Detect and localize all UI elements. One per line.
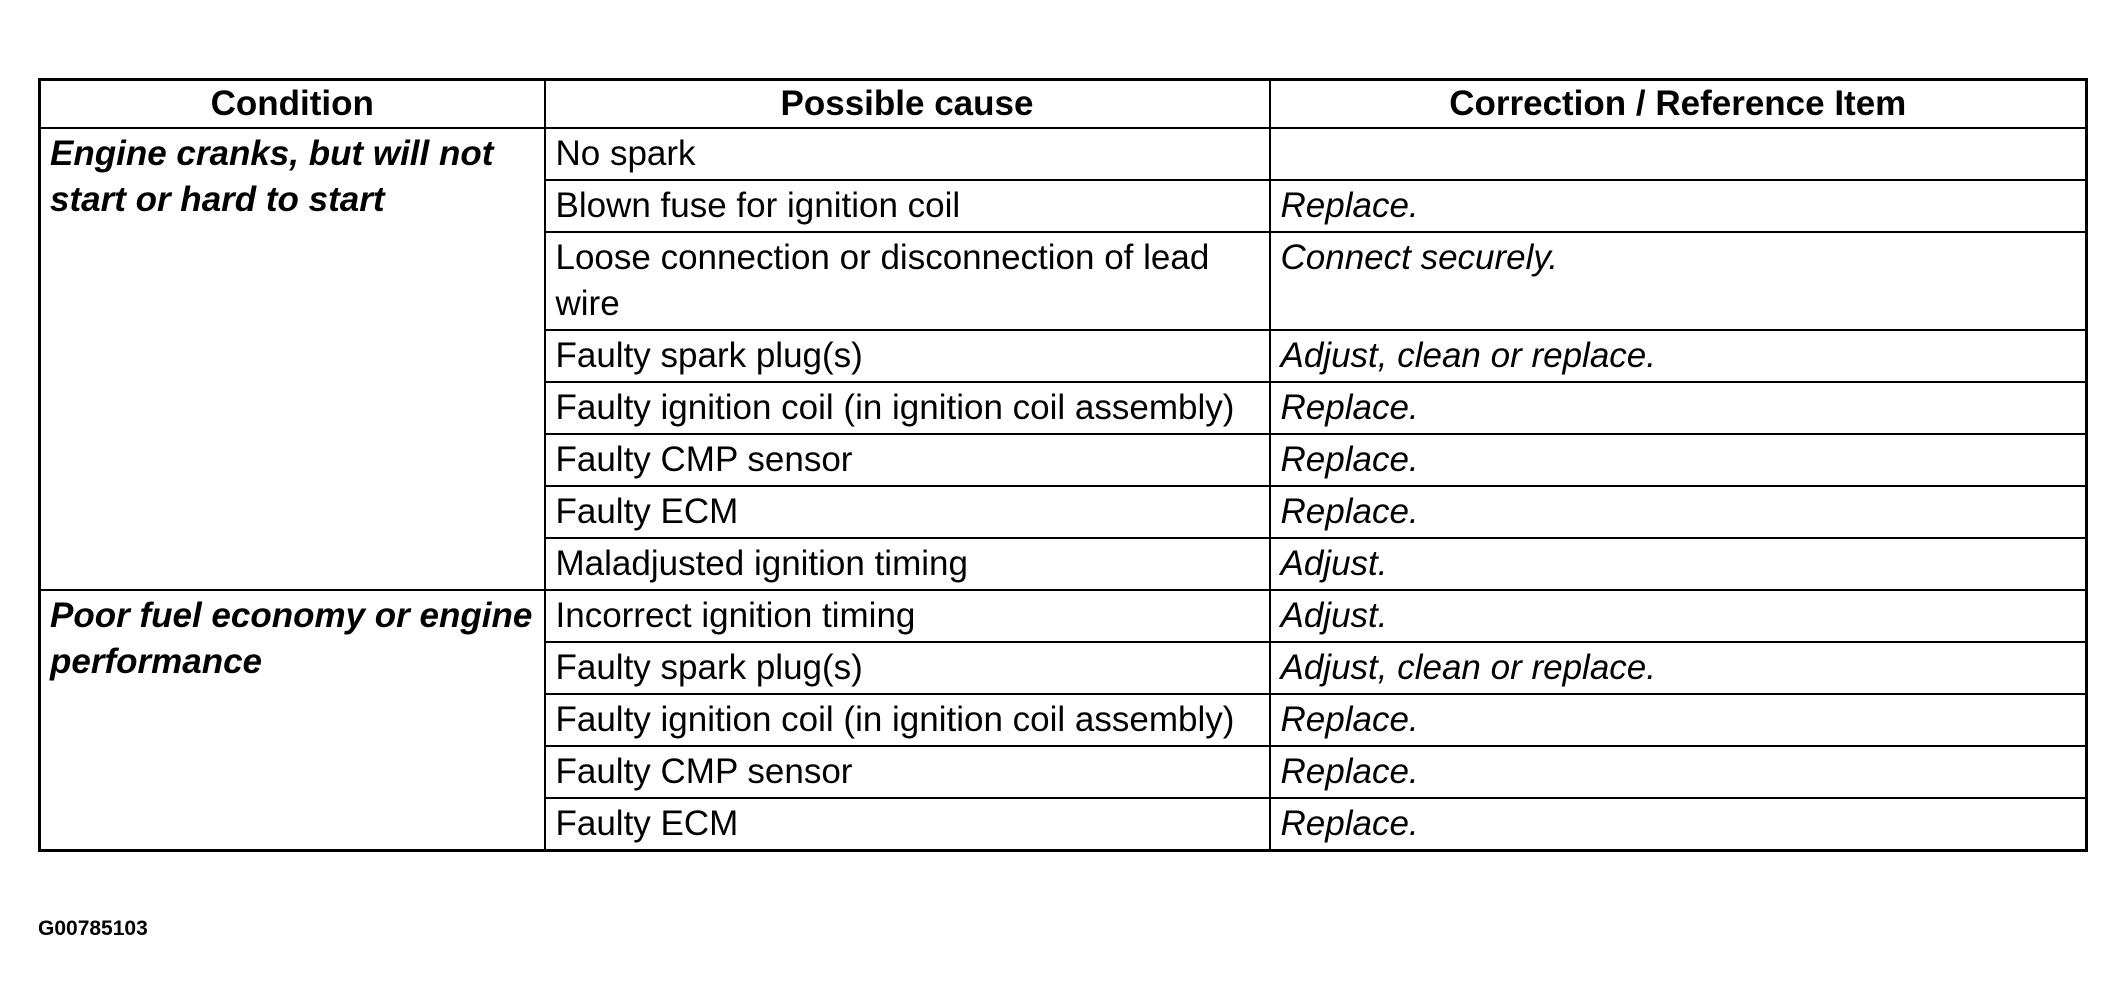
correction-cell: Replace. — [1270, 382, 2087, 434]
cause-cell: Faulty ignition coil (in ignition coil assembly) — [545, 382, 1270, 434]
correction-cell: Adjust. — [1270, 538, 2087, 590]
cause-cell: Faulty ignition coil (in ignition coil assembly) — [545, 694, 1270, 746]
cause-cell: No spark — [545, 128, 1270, 180]
cause-cell: Faulty spark plug(s) — [545, 330, 1270, 382]
cause-cell: Faulty spark plug(s) — [545, 642, 1270, 694]
cause-cell: Incorrect ignition timing — [545, 590, 1270, 642]
table-row — [40, 128, 2087, 180]
correction-cell: Replace. — [1270, 694, 2087, 746]
correction-cell: Connect securely. — [1270, 232, 2087, 330]
correction-cell — [1270, 128, 2087, 180]
correction-cell: Replace. — [1270, 486, 2087, 538]
correction-cell: Replace. — [1270, 180, 2087, 232]
correction-cell: Adjust. — [1270, 590, 2087, 642]
cause-cell: Faulty CMP sensor — [545, 746, 1270, 798]
header-correction: Correction / Reference Item — [1270, 80, 2087, 129]
condition-cell: Poor fuel economy or engine performance — [40, 590, 545, 851]
cause-cell: Faulty ECM — [545, 486, 1270, 538]
cause-cell: Maladjusted ignition timing — [545, 538, 1270, 590]
correction-cell: Adjust, clean or replace. — [1270, 642, 2087, 694]
cause-cell: Faulty ECM — [545, 798, 1270, 851]
table-row — [40, 590, 2087, 642]
cause-cell: Faulty CMP sensor — [545, 434, 1270, 486]
correction-cell: Replace. — [1270, 434, 2087, 486]
correction-cell: Replace. — [1270, 798, 2087, 851]
cause-cell: Blown fuse for ignition coil — [545, 180, 1270, 232]
correction-cell: Replace. — [1270, 746, 2087, 798]
table-body — [40, 128, 2087, 851]
cause-cell: Loose connection or disconnection of lead wire — [545, 232, 1270, 330]
header-possible-cause: Possible cause — [545, 80, 1270, 129]
condition-cell: Engine cranks, but will not start or hard to start — [40, 128, 545, 590]
header-condition: Condition — [40, 80, 545, 129]
header-row — [40, 80, 2087, 129]
figure-code: G00785103 — [38, 917, 148, 940]
correction-cell: Adjust, clean or replace. — [1270, 330, 2087, 382]
diagnosis-table — [38, 78, 2088, 852]
